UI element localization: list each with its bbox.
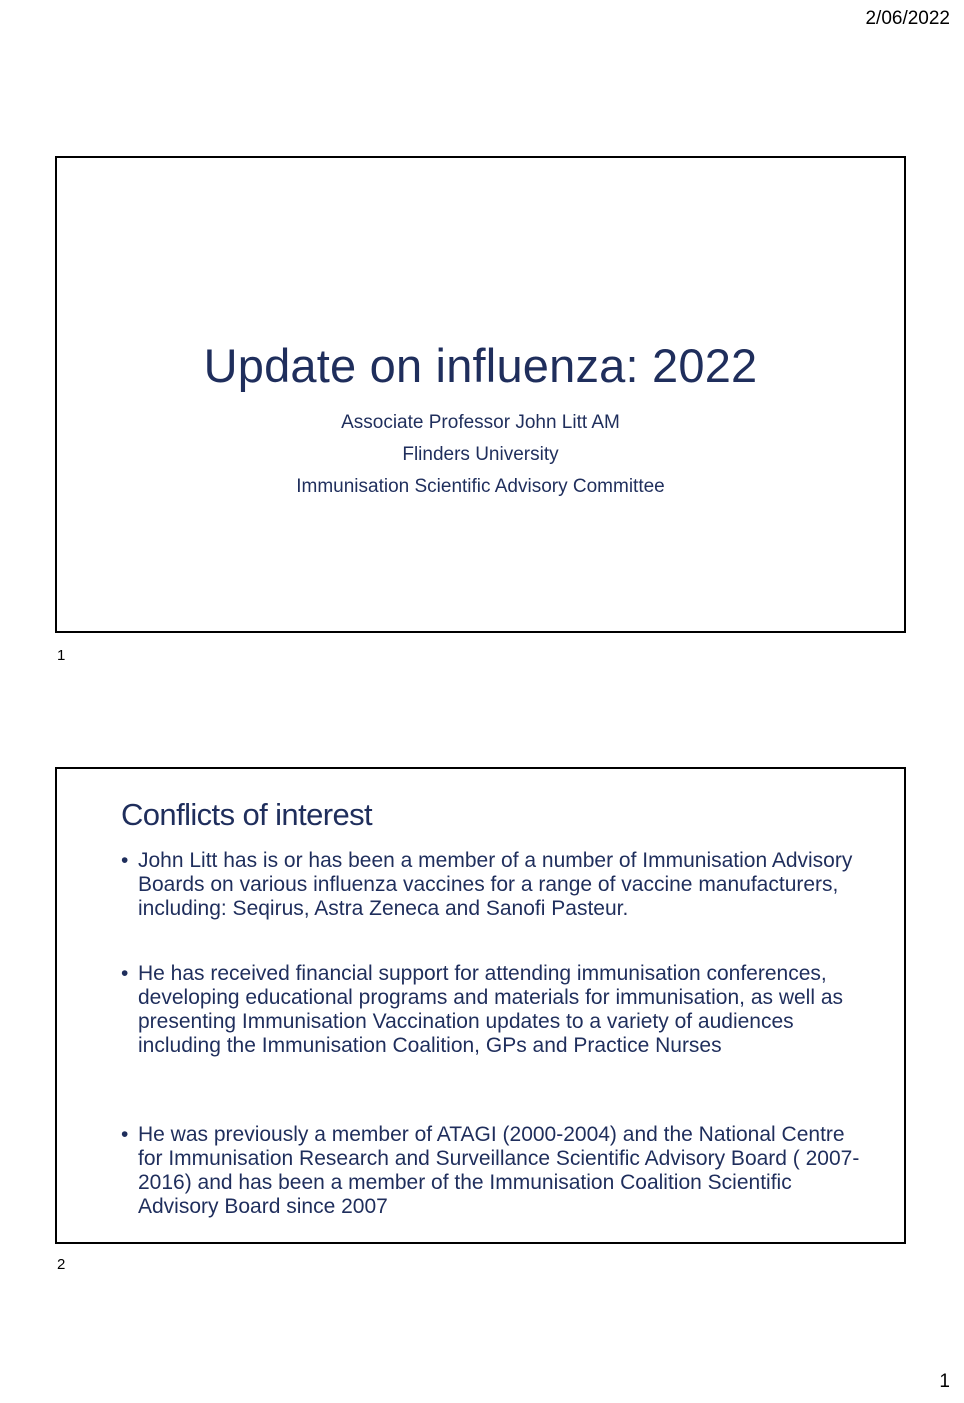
bullet-icon: • (121, 962, 129, 985)
presenter-committee: Immunisation Scientific Advisory Committee (296, 476, 665, 497)
presenter-name: Associate Professor John Litt AM (341, 412, 620, 433)
slide-number: 1 (57, 647, 66, 664)
bullet-item (121, 849, 861, 921)
presenter-institution: Flinders University (402, 444, 559, 465)
slide-number: 2 (57, 1256, 66, 1273)
bullet-icon: • (121, 849, 129, 872)
header-date: 2/06/2022 (865, 8, 950, 29)
bullet-text: He was previously a member of ATAGI (2000-2004) and the National Centre for Immunisation Research and Surveillance Scientific Advisory Board ( 2007-2016) and has been a member of the Immunisation Coalition Scientific Advisory Board since 2007 (138, 1123, 860, 1218)
bullet-text: John Litt has is or has been a member of a number of Immunisation Advisory Boards on various influenza vaccines for a range of vaccine manufacturers, including: Seqirus, Astra Zeneca and Sanofi Pasteur. (138, 849, 853, 920)
bullet-icon: • (121, 1123, 129, 1146)
bullet-item (121, 962, 861, 1058)
slide-conflicts (55, 767, 906, 1244)
presentation-title: Update on influenza: 2022 (203, 339, 758, 392)
bullet-text: He has received financial support for attending immunisation conferences, developing educational programs and materials for immunisation, as well as presenting Immunisation Vaccination updates to a variety of audiences including the Immunisation Coalition, GPs and Practice Nurses (138, 962, 844, 1057)
slide-heading: Conflicts of interest (121, 797, 373, 832)
bullet-item (121, 1123, 861, 1219)
slide-title (55, 156, 906, 633)
page-number: 1 (939, 1371, 950, 1392)
